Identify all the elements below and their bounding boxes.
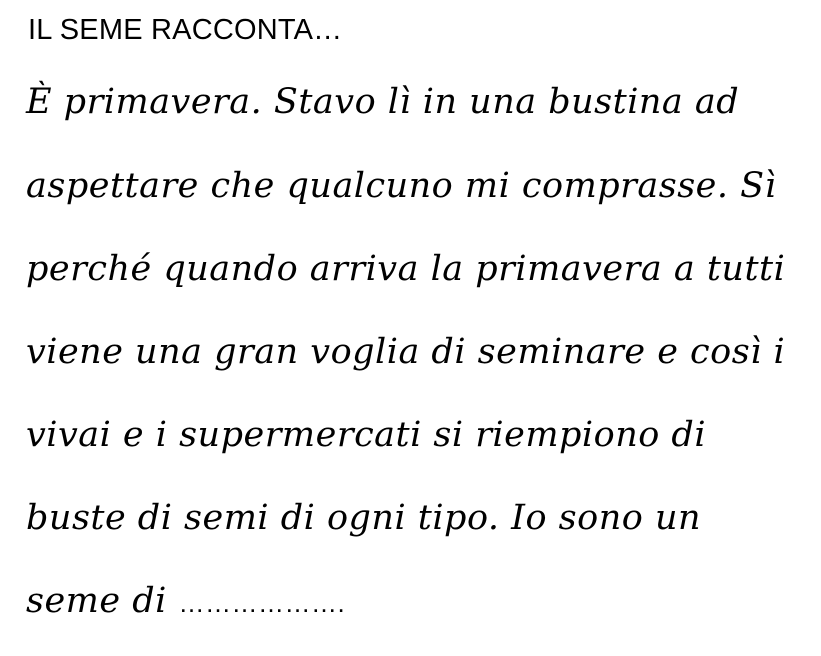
text-line-6: buste di semi di ogni tipo. Io sono un	[26, 498, 702, 538]
text-line-1: È primavera. Stavo lì in una bustina ad	[26, 82, 740, 122]
text-line-3: perché quando arriva la primavera a tutti	[26, 249, 786, 289]
fill-in-blank: ……………….	[178, 588, 346, 618]
text-line-2: aspettare che qualcuno mi comprasse. Sì	[26, 166, 777, 206]
text-line-7	[26, 559, 345, 643]
text-line-5: vivai e i supermercati si riempiono di	[26, 415, 707, 455]
text-line-4: viene una gran voglia di seminare e così i	[26, 332, 786, 372]
page-title: IL SEME RACCONTA…	[28, 14, 343, 46]
text-line-7-words: seme di	[26, 581, 167, 621]
